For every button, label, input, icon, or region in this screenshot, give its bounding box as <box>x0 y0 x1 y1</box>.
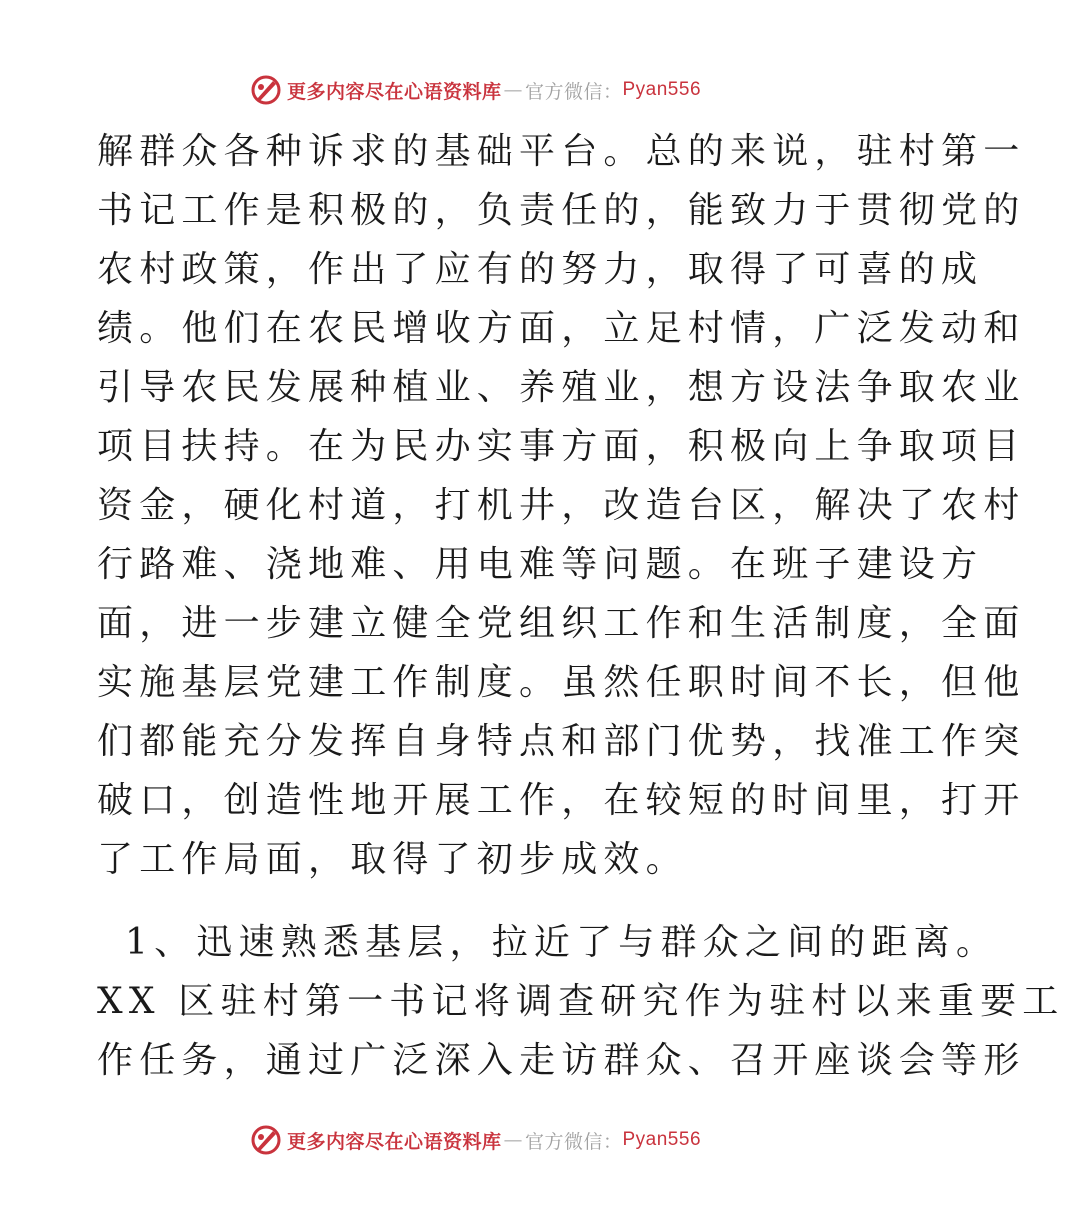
footer-banner <box>0 1120 950 1160</box>
text-line: 面，进一步建立健全党组织工作和生活制度，全面 <box>97 603 1026 644</box>
text-line: 破口，创造性地开展工作，在较短的时间里，打开 <box>97 780 1026 821</box>
text-line: 项目扶持。在为民办实事方面，积极向上争取项目 <box>97 426 1026 467</box>
text-line: 农村政策，作出了应有的努力，取得了可喜的成 <box>97 249 984 290</box>
text-line: 资金，硬化村道，打机井，改造台区，解决了农村 <box>97 485 1026 526</box>
banner-wechat-id: Pyan556 <box>622 79 702 100</box>
banner-wechat-label: 官方微信： <box>524 1130 623 1153</box>
text-line: 书记工作是积极的，负责任的，能致力于贯彻党的 <box>97 190 1026 231</box>
paragraph <box>97 122 1026 889</box>
document-body <box>97 122 1065 1090</box>
brand-logo-icon <box>249 1123 283 1157</box>
text-line: 1、迅速熟悉基层，拉近了与群众之间的距离。 <box>125 922 999 963</box>
header-banner <box>0 70 950 110</box>
banner-separator: — <box>503 79 523 101</box>
text-line: 了工作局面，取得了初步成效。 <box>97 839 688 880</box>
text-line: 实施基层党建工作制度。虽然任职时间不长，但他 <box>97 662 1026 703</box>
text-line: 们都能充分发挥自身特点和部门优势，找准工作突 <box>97 721 1026 762</box>
text-line: 绩。他们在农民增收方面，立足村情，广泛发动和 <box>97 308 1026 349</box>
banner-wechat-id: Pyan556 <box>622 1129 702 1150</box>
brand-logo-icon <box>249 73 283 107</box>
paragraph <box>97 913 1065 1090</box>
text-line: 引导农民发展种植业、养殖业，想方设法争取农业 <box>97 367 1026 408</box>
text-line: XX 区驻村第一书记将调查研究作为驻村以来重要工 <box>97 981 1065 1022</box>
banner-text: 更多内容尽在心语资料库 <box>286 80 502 103</box>
banner-wechat-label: 官方微信： <box>524 80 623 103</box>
paragraph-gap <box>97 889 857 913</box>
banner-separator: — <box>503 1129 523 1151</box>
text-line: 解群众各种诉求的基础平台。总的来说，驻村第一 <box>97 131 1026 172</box>
text-line: 作任务，通过广泛深入走访群众、召开座谈会等形 <box>97 1040 1026 1081</box>
text-line: 行路难、浇地难、用电难等问题。在班子建设方 <box>97 544 984 585</box>
banner-text: 更多内容尽在心语资料库 <box>286 1130 502 1153</box>
